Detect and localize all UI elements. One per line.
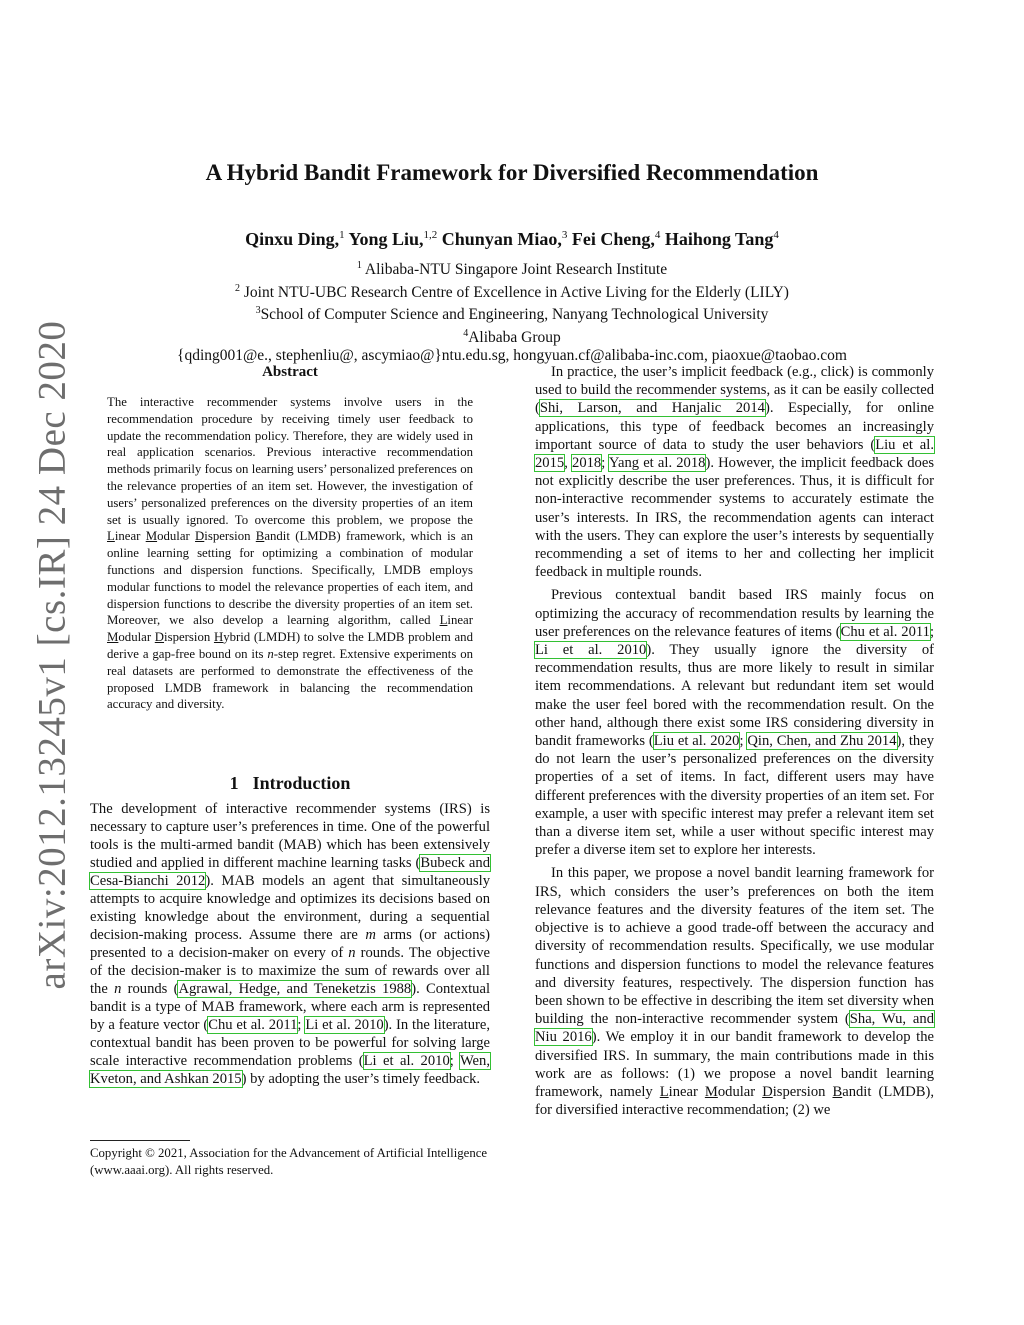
author-affil-mark: 4 [654,229,661,241]
citation-link[interactable]: Wen, Kveton, and Ashkan 2015 [90,1053,490,1087]
right-column-body [535,363,934,1119]
paper-title: A Hybrid Bandit Framework for Diversified Recommendation [205,160,819,185]
author-affil-mark: 1 [339,229,345,241]
section-number: 1 [229,773,239,793]
footnote-divider [90,1140,190,1141]
author-name: Yong Liu, [348,229,424,249]
author-affil-mark: 3 [561,229,568,241]
author-name: Haihong Tang [664,229,774,249]
abstract-body [107,394,473,713]
affiliation-line: $^2$ Joint NTU-UBC Research Centre of Excellence in Active Living for the Elderly (LILY) [235,282,789,301]
author-name: Chunyan Miao, [441,229,562,249]
citation-link[interactable]: Li et al. 2010 [363,1053,450,1069]
affiliation-line: $^3$School of Computer Science and Engineering, Nanyang Technological University [255,305,769,324]
citation-link[interactable]: 2018 [572,455,602,472]
abstract-heading: Abstract [262,364,318,380]
section-heading-introduction [90,773,490,794]
citation-link[interactable]: Liu et al. 2020 [653,733,740,750]
author-affil-mark: 1,2 [423,229,438,241]
intro-paragraph: The development of interactive recommender systems (IRS) is necessary to capture user’s preferences in time. One of the powerful tools is the multi-armed bandit (MAB) which has been extensively studied and applied in different machine learning tasks (Bubeck and Cesa-Bianchi 2012). MAB models an agent that simultaneously attempts to acquire knowledge and optimizes its decisions based on existing knowledge about the environment, during a sequential decision-making process. Assume there are m arms (or actions) presented to a decision-maker on every of n rounds. The objective of the decision-maker is to maximize the sum of rewards over all the n rounds (Agrawal, Hedge, and Teneketzis 1988). Contextual bandit is a type of MAB framework, where each arm is represented by a feature vector (Chu et al. 2011; Li et al. 2010). In the literature, contextual bandit has been proven to be powerful for solving large scale interactive recommendation problems (Li et al. 2010; Wen, Kveton, and Ashkan 2015) by adopting the user’s timely feedback. [90,801,491,1087]
citation-link[interactable]: Agrawal, Hedge, and Teneketzis 1988 [178,981,412,997]
citation-link[interactable]: Yang et al. 2018 [608,455,706,472]
author-emails: {qding001@e., stephenliu@, ascymiao@}ntu.edu.sg, hongyuan.cf@alibaba-inc.com, piaoxue@taobao.com [177,347,847,365]
affiliation-list [0,257,1024,366]
citation-link[interactable]: Chu et al. 2011 [208,1017,298,1033]
introduction-body [90,800,490,1088]
citation-link[interactable]: Qin, Chen, and Zhu 2014 [747,733,897,750]
citation-link[interactable]: Li et al. 2010 [305,1017,384,1033]
abstract-paragraph: The interactive recommender systems involve users in the recommendation procedure by receiving timely user feedback to update the recommendation policy. Therefore, they are widely used in real application scenarios. Previous interactive recommendation methods primarily focus on learning users’ personalized preferences on the relevance properties of an item set. However, the investigation of users’ personalized preferences on the diversity properties of an item set is usually ignored. To overcome this problem, we propose the Linear Modular Dispersion Bandit (LMDB) framework, which is an online learning setting for optimizing a combination of modular functions and dispersion functions. Specifically, LMDB employs modular functions to model the relevance properties of each item, and dispersion functions to describe the diversity properties of an item set. Moreover, we also develop a learning algorithm, called Linear Modular Dispersion Hybrid (LMDH) to solve the LMDB problem and derive a gap-free bound on its n-step regret. Extensive experiments on real datasets are performed to demonstrate the effectiveness of the proposed LMDB framework in balancing the recommendation accuracy and diversity. [107,395,473,712]
arxiv-identifier: arXiv:2012.13245v1 [cs.IR] 24 Dec 2020 [30,320,74,990]
author-name: Fei Cheng, [571,229,655,249]
body-paragraph: In practice, the user’s implicit feedback (e.g., click) is commonly used to build the recommender systems, as it can be easily collected (Shi, Larson, and Hanjalic 2014). Especially, for online applications, this type of feedback becomes an increasingly important source of data to study the user behaviors (Liu et al. 2015, 2018; Yang et al. 2018). However, the implicit feedback does not explicitly describe the user preferences. Thus, it is difficult for non-interactive recommender systems to accurately estimate the user’s interests. In IRS, the recommendation agents can interact with the users. They can explore the user’s interests by sequentially recommending a set of items to her and collecting her implicit feedback in multiple rounds. [535,364,935,581]
author-affil-mark: 4 [773,229,779,241]
body-paragraph: Previous contextual bandit based IRS mainly focus on optimizing the accuracy of recommendation results by learning the user preferences on the relevance features of items (Chu et al. 2011; Li et al. 2010). They usually ignore the diversity of recommendation results, thus are more likely to result in similar item recommendations. A relevant but redundant item set would make the user feel bored with the recommendation result. On the other hand, although there exist some IRS considering diversity in bandit frameworks (Liu et al. 2020; Qin, Chen, and Zhu 2014), they do not learn the user’s personalized preferences on the diversity properties of a set of items. In fact, different users may have different preferences with the diversity properties of an item set. For example, a user with specific interest may prefer a relevant item set than a diverse item set, while a user without specific interest may prefer a diverse item set to explore her interests. [535,587,934,859]
affiliation-line: $^1$ Alibaba-NTU Singapore Joint Research Institute [356,260,668,279]
author-list [0,229,1024,250]
citation-link[interactable]: Chu et al. 2011 [840,623,930,640]
citation-link[interactable]: Shi, Larson, and Hanjalic 2014 [539,400,765,417]
citation-link[interactable]: Sha, Wu, and Niu 2016 [535,1011,934,1046]
section-title: Introduction [252,773,351,793]
body-paragraph: In this paper, we propose a novel bandit learning framework for IRS, which considers the user’s preferences on both the item relevance features and the diversity features of the item set. The objective is to achieve a good trade-off between the accuracy and diversity of recommendation results. Specifically, we use modular functions and dispersion functions to model the relevance features and diversity features, respectively. The dispersion function has been shown to be effective in describing the item set diversity when building the non-interactive recommender system (Sha, Wu, and Niu 2016). We employ it in our bandit framework to develop the diversified IRS. In summary, the main contributions made in this work are as follows: (1) we propose a novel bandit learning framework, namely Linear Modular Dispersion Bandit (LMDB), for diversified interactive recommendation; (2) we [535,865,934,1119]
citation-link[interactable]: Li et al. 2010 [535,642,647,659]
affiliation-line: $^4$Alibaba Group [463,327,561,346]
copyright-notice: Copyright © 2021, Association for the Advancement of Artificial Intelligence (www.aaai.org). All rights reserved. [90,1146,488,1177]
citation-link[interactable]: Liu et al. 2015 [535,436,934,472]
citation-link[interactable]: Bubeck and Cesa-Bianchi 2012 [90,855,490,889]
author-name: Qinxu Ding, [245,229,340,249]
